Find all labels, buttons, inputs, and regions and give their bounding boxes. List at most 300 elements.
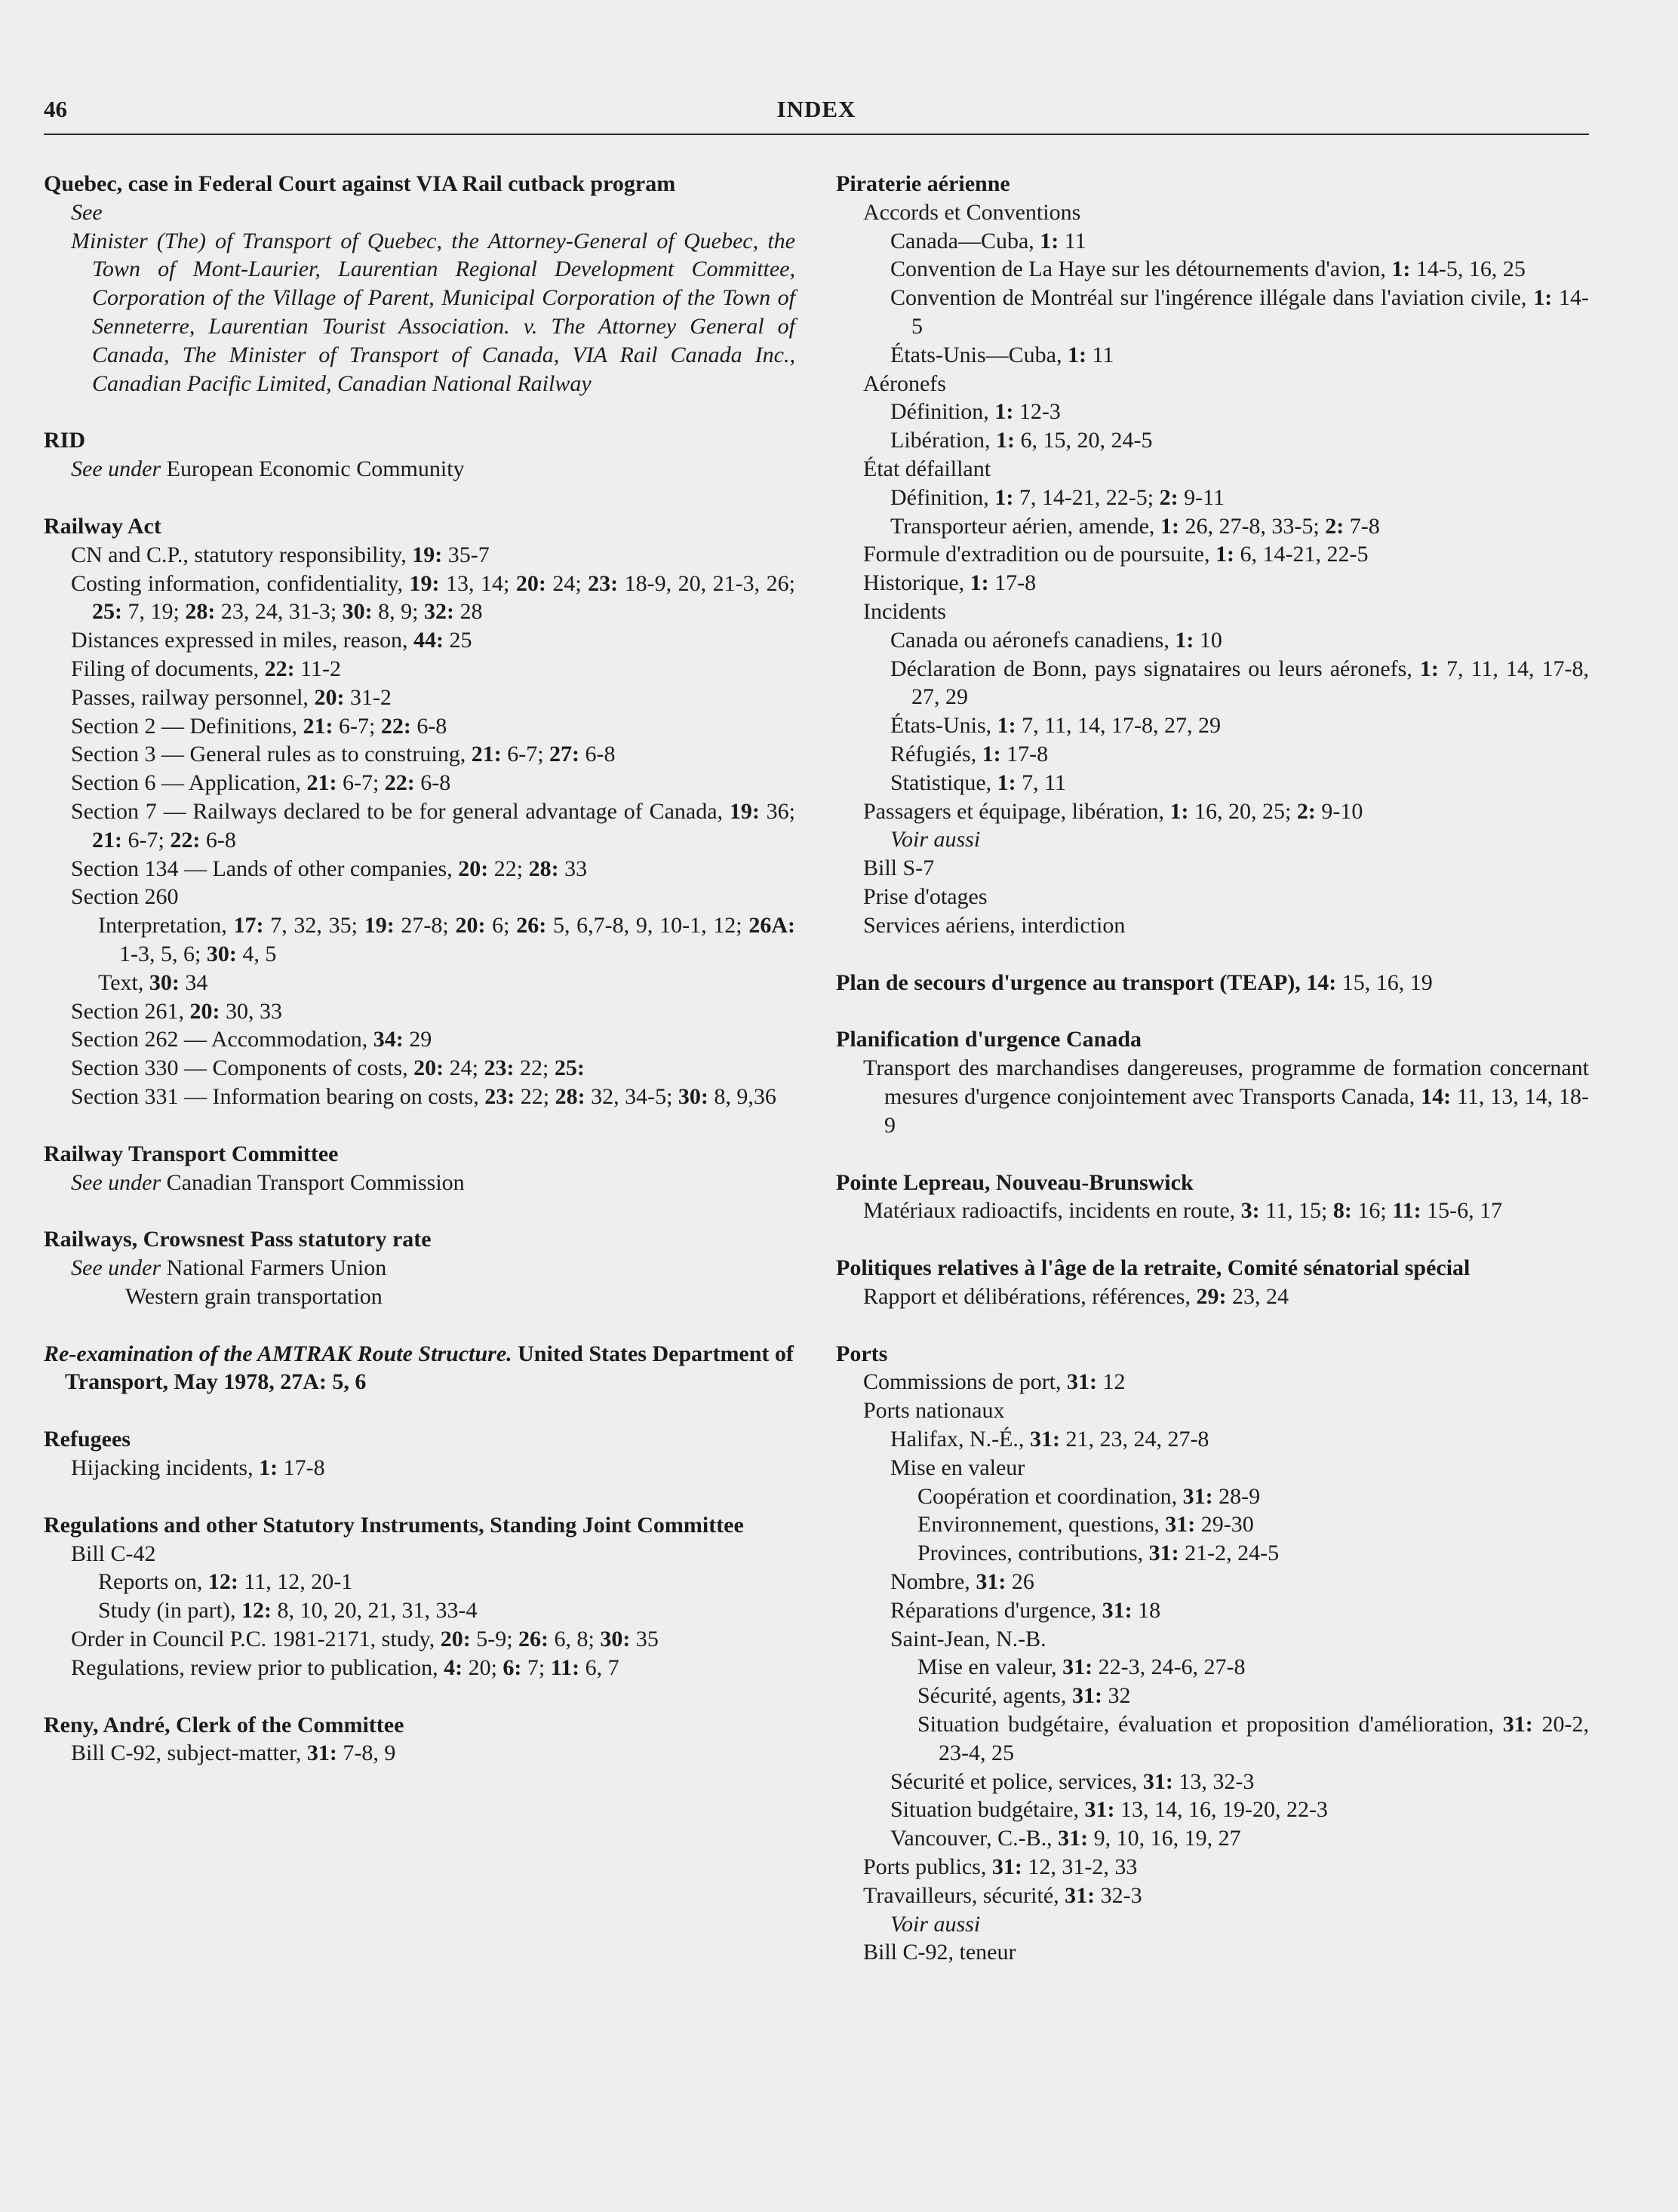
index-text: 5-9; — [470, 1627, 519, 1652]
issue-reference: 20: — [455, 913, 486, 939]
index-text: Bill C-92, subject-matter, — [71, 1740, 307, 1766]
index-subentry — [44, 1254, 795, 1283]
index-subentry — [44, 655, 795, 684]
index-heading — [44, 1225, 795, 1254]
issue-reference: 1: — [1169, 798, 1189, 824]
index-subentry — [44, 997, 795, 1026]
cross-reference-label: Re-examination of the AMTRAK Route Structure. — [44, 1341, 512, 1366]
index-text: Convention de La Haye sur les détournements d'avion, — [890, 257, 1392, 282]
index-subentry — [836, 1510, 1589, 1539]
issue-reference: 32: — [424, 599, 455, 625]
index-subentry — [44, 740, 795, 769]
index-entry — [44, 512, 795, 1111]
index-subentry — [44, 911, 795, 969]
index-heading — [44, 1511, 795, 1540]
index-subentry — [836, 1853, 1589, 1882]
index-text: Nombre, — [890, 1569, 976, 1595]
issue-reference: 17: — [233, 913, 264, 939]
index-text: Situation budgétaire, — [890, 1797, 1085, 1823]
index-subentry — [836, 1710, 1589, 1768]
index-heading-text: RID — [44, 428, 86, 453]
index-heading-text: Planification d'urgence Canada — [836, 1027, 1142, 1052]
index-subentry — [836, 883, 1589, 911]
issue-reference: 2: — [1325, 513, 1345, 539]
index-text: Aéronefs — [863, 370, 946, 396]
index-text: 34 — [179, 969, 208, 995]
index-subentry — [836, 1653, 1589, 1682]
issue-reference: 26: — [518, 1627, 549, 1652]
index-heading-text: Reny, André, Clerk of the Committee — [44, 1712, 404, 1737]
index-text: 18-9, 20, 21-3, 26; — [618, 570, 795, 596]
index-subentry — [836, 569, 1589, 598]
issue-reference: 1: — [1419, 656, 1439, 681]
index-text: Provinces, contributions, — [917, 1541, 1149, 1566]
issue-reference: 20: — [189, 998, 220, 1024]
index-text: 16, 20, 25; — [1188, 798, 1297, 824]
index-subentry — [44, 769, 795, 797]
index-heading-text: Ports — [836, 1341, 888, 1366]
index-subentry — [836, 711, 1589, 740]
index-subentry — [836, 1625, 1589, 1654]
issue-reference: 21: — [303, 713, 333, 739]
index-text: Canada—Cuba, — [890, 228, 1040, 253]
issue-reference: 26: — [516, 913, 547, 939]
index-text: 10 — [1194, 627, 1222, 653]
index-subentry — [836, 1054, 1589, 1139]
index-heading — [836, 1340, 1589, 1369]
index-subentry — [836, 398, 1589, 426]
index-text: 30, 33 — [220, 998, 282, 1024]
index-text: 22-3, 24-6, 27-8 — [1093, 1654, 1246, 1680]
issue-reference: 11: — [550, 1654, 580, 1680]
index-text: 6-7; — [337, 770, 385, 796]
index-text: 13, 14, 16, 19-20, 22-3 — [1114, 1797, 1328, 1823]
issue-reference: 28: — [528, 856, 559, 881]
index-entry — [44, 1711, 795, 1768]
index-text: Mise en valeur, — [917, 1654, 1063, 1680]
index-text: Travailleurs, sécurité, — [863, 1882, 1065, 1908]
index-text: Western grain transportation — [125, 1283, 383, 1309]
index-text: European Economic Community — [166, 456, 465, 482]
index-text: 33 — [558, 856, 588, 881]
index-text: Section 260 — [71, 884, 179, 910]
index-text: Section 2 — Definitions, — [71, 713, 303, 739]
index-text: Statistique, — [890, 770, 997, 795]
index-text: 11, 13, 14, 18-9 — [884, 1083, 1589, 1138]
index-text: 12-3 — [1013, 399, 1061, 425]
index-text: 6-7; — [333, 713, 381, 739]
index-subentry — [44, 1454, 795, 1482]
index-text: 7-8, 9 — [337, 1740, 396, 1766]
index-subentry — [836, 1396, 1589, 1425]
index-text: 26 — [1006, 1569, 1034, 1595]
issue-reference: 31: — [1058, 1826, 1089, 1851]
issue-reference: 31: — [1142, 1768, 1173, 1794]
index-text: 4, 5 — [236, 941, 277, 966]
issue-reference: 20: — [413, 1055, 444, 1081]
issue-reference: 1: — [1215, 542, 1234, 567]
issue-reference: 31: — [1182, 1483, 1213, 1509]
index-subentry — [836, 825, 1589, 854]
index-subentry — [44, 1083, 795, 1111]
index-subentry — [44, 455, 795, 484]
issue-reference: 23: — [484, 1083, 515, 1109]
index-text: 23, 24 — [1226, 1283, 1289, 1309]
index-text: Mise en valeur — [890, 1455, 1025, 1480]
index-text: Distances expressed in miles, reason, — [71, 628, 414, 653]
index-text: Regulations, review prior to publication, — [71, 1654, 444, 1680]
index-text: 5, 6,7-8, 9, 10-1, 12; — [546, 913, 749, 939]
issue-reference: 1: — [1533, 285, 1553, 311]
index-subentry — [836, 370, 1589, 398]
index-subentry — [836, 455, 1589, 484]
issue-reference: 20: — [440, 1627, 471, 1652]
index-subentry — [836, 540, 1589, 569]
issue-reference: 14: — [1421, 1083, 1452, 1109]
index-text: Section 7 — Railways declared to be for general advantage of Canada, — [71, 798, 730, 824]
index-subentry: Minister (The) of Transport of Quebec, the Attorney-General of Quebec, the Town of Mont-Laurier, Laurentian Regional Development Committee, Corporation of the Village of Parent, Municipal Corporation of the Town of Senneterre, Laurentian Tourist Association. v. The Attorney General of Canada, The Minister of Transport of Canada, VIA Rail Canada Inc., Canadian Pacific Limited, Canadian National Railway — [71, 228, 795, 396]
index-heading-text: Railways, Crowsnest Pass statutory rate — [44, 1227, 432, 1252]
index-text: 7, 32, 35; — [263, 913, 364, 939]
index-text: Services aériens, interdiction — [863, 912, 1126, 938]
index-heading-pages: 15, 16, 19 — [1341, 969, 1433, 995]
index-text: 1-3, 5, 6; — [119, 941, 207, 966]
index-text: 8, 10, 20, 21, 31, 33-4 — [271, 1598, 478, 1624]
cross-reference-label: See under — [71, 1255, 167, 1281]
index-text: Formule d'extradition ou de poursuite, — [863, 542, 1215, 567]
index-text: Canada ou aéronefs canadiens, — [890, 627, 1176, 653]
index-text: Situation budgétaire, évaluation et proposition d'amélioration, — [917, 1712, 1503, 1737]
index-text: Order in Council P.C. 1981-2171, study, — [71, 1627, 441, 1652]
index-heading-text: Railway Act — [44, 513, 161, 539]
index-subentry — [44, 712, 795, 741]
index-text: Rapport et délibérations, références, — [863, 1283, 1197, 1309]
issue-reference: 1: — [1391, 257, 1411, 282]
index-text: 8, 9,36 — [708, 1083, 776, 1109]
index-entry — [44, 170, 795, 398]
issue-reference: 23: — [588, 570, 619, 596]
index-heading-text: Plan de secours d'urgence au transport (TEAP), 14: — [836, 969, 1342, 995]
index-text: 32, 34-5; — [585, 1083, 678, 1109]
index-subentry — [44, 1739, 795, 1768]
index-text: Historique, — [863, 570, 970, 596]
index-subentry — [836, 1796, 1589, 1824]
index-heading — [44, 512, 795, 541]
issue-reference: 31: — [1165, 1512, 1196, 1538]
index-text: 5, 6 — [332, 1369, 367, 1395]
issue-reference: 29: — [1196, 1283, 1227, 1309]
index-text: Filing of documents, — [71, 656, 265, 681]
index-text: 13, 32-3 — [1172, 1768, 1255, 1794]
index-text: 11, 12, 20-1 — [238, 1569, 353, 1595]
issue-reference: 3: — [1240, 1198, 1260, 1224]
index-entry — [44, 1225, 795, 1310]
index-text: 18 — [1132, 1597, 1161, 1623]
issue-reference: 1: — [1175, 627, 1194, 653]
index-text: Libération, — [890, 428, 996, 453]
issue-reference: 22: — [170, 827, 201, 853]
index-text: 24; — [546, 570, 589, 596]
index-text: Halifax, N.-É., — [890, 1427, 1030, 1452]
index-heading — [836, 170, 1589, 198]
issue-reference: 31: — [1102, 1597, 1132, 1623]
index-text: Commissions de port, — [863, 1369, 1068, 1395]
index-text: Environnement, questions, — [917, 1512, 1166, 1538]
index-text: Study (in part), — [98, 1598, 241, 1624]
index-text: Matériaux radioactifs, incidents en route, — [863, 1198, 1241, 1224]
index-text: 17-8 — [1000, 741, 1049, 767]
index-text: 7-8 — [1344, 513, 1380, 539]
index-text: 23, 24, 31-3; — [215, 599, 343, 625]
index-text: Section 3 — General rules as to construing, — [71, 742, 472, 767]
issue-reference: 31: — [991, 1854, 1022, 1880]
issue-reference: 11: — [1392, 1198, 1421, 1224]
issue-reference: 25: — [554, 1055, 585, 1081]
issue-reference: 19: — [364, 913, 395, 939]
index-text: Transporteur aérien, amende, — [890, 513, 1160, 539]
index-subentry — [836, 911, 1589, 940]
index-subentry — [44, 1596, 795, 1625]
issue-reference: 6: — [502, 1654, 522, 1680]
index-subentry — [44, 883, 795, 911]
index-text: Réfugiés, — [890, 741, 982, 767]
index-text: 7, 11, 14, 17-8, 27, 29 — [911, 656, 1589, 710]
index-text: Passes, railway personnel, — [71, 684, 315, 710]
index-text: Vancouver, C.-B., — [890, 1826, 1059, 1851]
issue-reference: 31: — [306, 1740, 337, 1766]
issue-reference: 12: — [241, 1598, 272, 1624]
page-header — [44, 96, 1589, 135]
index-heading-text: Pointe Lepreau, Nouveau-Brunswick — [836, 1169, 1194, 1195]
issue-reference: 1: — [1067, 342, 1086, 367]
index-subentry — [836, 1197, 1589, 1225]
issue-reference: 1: — [1160, 513, 1179, 539]
index-text: Réparations d'urgence, — [890, 1597, 1102, 1623]
index-text: 28 — [454, 599, 483, 625]
index-text: 32 — [1102, 1683, 1131, 1709]
index-text: 22; — [488, 856, 529, 881]
index-text: Hijacking incidents, — [71, 1455, 260, 1481]
index-text: États-Unis, — [890, 713, 997, 739]
index-entry — [836, 170, 1589, 940]
index-text: 17-8 — [988, 570, 1037, 596]
issue-reference: 28: — [555, 1083, 585, 1109]
index-subentry — [836, 655, 1589, 712]
issue-reference: 31: — [1071, 1683, 1102, 1709]
index-text: 6-8 — [414, 770, 451, 796]
index-text: 7, 19; — [122, 599, 186, 625]
index-heading-text: Politiques relatives à l'âge de la retraite, Comité sénatorial spécial — [836, 1255, 1471, 1281]
index-subentry — [836, 426, 1589, 455]
index-subentry — [836, 1682, 1589, 1710]
issue-reference: 26A: — [748, 913, 795, 939]
index-text: Section 330 — Components of costs, — [71, 1055, 414, 1081]
index-text: 6, 14-21, 22-5 — [1234, 542, 1369, 567]
index-entry — [836, 969, 1589, 997]
issue-reference: 31: — [1067, 1369, 1098, 1395]
index-heading — [44, 1425, 795, 1454]
index-subentry — [836, 1938, 1589, 1967]
issue-reference: 22: — [380, 713, 411, 739]
index-text: Accords et Conventions — [863, 199, 1081, 225]
issue-reference: 31: — [976, 1569, 1006, 1595]
index-subentry — [44, 1283, 795, 1311]
index-subentry — [836, 1283, 1589, 1311]
index-text: Costing information, confidentiality, — [71, 570, 410, 596]
index-text: Sécurité, agents, — [917, 1683, 1072, 1709]
index-text: 8, 9; — [372, 599, 425, 625]
index-subentry — [44, 1540, 795, 1568]
index-text: 7, 11, 14, 17-8, 27, 29 — [1016, 713, 1222, 739]
index-subentry — [836, 284, 1589, 341]
index-heading-text: Piraterie aérienne — [836, 171, 1010, 196]
index-text: 7, 14-21, 22-5; — [1013, 484, 1160, 510]
issue-reference: 20: — [314, 684, 345, 710]
index-subentry — [836, 1596, 1589, 1625]
issue-reference: 21: — [471, 742, 502, 767]
index-subentry — [836, 769, 1589, 797]
index-text: 20; — [463, 1654, 503, 1680]
index-text: Bill S-7 — [863, 856, 935, 881]
issue-reference: 4: — [444, 1654, 463, 1680]
index-text: 6-8 — [200, 827, 236, 853]
index-text: 36; — [759, 798, 796, 824]
index-text: Section 261, — [71, 998, 190, 1024]
index-text: États-Unis—Cuba, — [890, 342, 1068, 367]
index-text: 9, 10, 16, 19, 27 — [1088, 1826, 1241, 1851]
index-text: Convention de Montréal sur l'ingérence illégale dans l'aviation civile, — [890, 285, 1534, 311]
index-subentry — [836, 797, 1589, 826]
index-subentry — [836, 1768, 1589, 1796]
index-subentry: See — [71, 199, 103, 225]
index-heading-text: Railway Transport Committee — [44, 1141, 339, 1166]
issue-reference: 8: — [1332, 1198, 1352, 1224]
issue-reference: 31: — [1029, 1427, 1060, 1452]
issue-reference: 21: — [92, 827, 122, 853]
index-subentry — [836, 484, 1589, 512]
issue-reference: 31: — [1148, 1541, 1179, 1566]
index-heading — [836, 1025, 1589, 1054]
index-heading — [44, 170, 795, 198]
index-text: 6; — [485, 913, 517, 939]
index-text: Ports nationaux — [863, 1398, 1005, 1424]
index-text: 31-2 — [344, 684, 392, 710]
index-text: 11 — [1086, 342, 1114, 367]
index-text: Bill C-42 — [71, 1541, 156, 1566]
index-text: 22; — [515, 1083, 555, 1109]
issue-reference: 28: — [185, 599, 216, 625]
index-text: 25 — [444, 628, 472, 653]
issue-reference: 1: — [995, 428, 1015, 453]
index-text: Déclaration de Bonn, pays signataires ou leurs aéronefs, — [890, 656, 1420, 681]
index-text: Section 6 — Application, — [71, 770, 307, 796]
index-entry — [44, 1340, 795, 1397]
issue-reference: 31: — [1502, 1712, 1533, 1737]
issue-reference: 30: — [206, 941, 237, 966]
index-subentry — [44, 570, 795, 627]
index-text: Interpretation, — [98, 913, 234, 939]
index-text: 9-11 — [1178, 484, 1225, 510]
index-text: National Farmers Union — [166, 1255, 387, 1281]
index-text: Section 331 — Information bearing on costs, — [71, 1083, 485, 1109]
index-text: 21-2, 24-5 — [1179, 1541, 1280, 1566]
index-subentry — [44, 855, 795, 883]
index-entry — [44, 426, 795, 484]
index-text: Reports on, — [98, 1569, 208, 1595]
index-text: 15-6, 17 — [1421, 1198, 1503, 1224]
index-subentry — [836, 626, 1589, 655]
index-subentry — [836, 1910, 1589, 1939]
index-text: Coopération et coordination, — [917, 1483, 1183, 1509]
index-text: Saint-Jean, N.-B. — [890, 1626, 1046, 1651]
index-text: Section 262 — Accommodation, — [71, 1027, 373, 1052]
index-subentry — [836, 1454, 1589, 1482]
issue-reference: 20: — [515, 570, 546, 596]
index-text: Text, — [98, 969, 149, 995]
index-subentry — [44, 1654, 795, 1682]
index-text: 11 — [1059, 228, 1086, 253]
index-entry — [836, 1169, 1589, 1226]
issue-reference: 30: — [149, 969, 180, 995]
index-text: 12, 31-2, 33 — [1022, 1854, 1138, 1880]
page-number: 46 — [44, 96, 67, 122]
index-subentry — [44, 1169, 795, 1197]
cross-reference-label: See under — [71, 1169, 167, 1195]
index-heading — [44, 1140, 795, 1169]
index-text: 13, 14; — [439, 570, 516, 596]
index-subentry — [836, 1539, 1589, 1568]
index-text: 21, 23, 24, 27-8 — [1059, 1427, 1209, 1452]
index-subentry — [836, 255, 1589, 284]
index-text: 29-30 — [1195, 1512, 1254, 1538]
index-text: Incidents — [863, 598, 946, 624]
issue-reference: 27: — [549, 742, 580, 767]
index-subentry — [836, 1882, 1589, 1910]
index-heading — [836, 1169, 1589, 1197]
index-text: 17-8 — [278, 1455, 325, 1481]
index-subentry — [44, 541, 795, 570]
index-subentry — [836, 198, 1589, 227]
index-text: 35 — [630, 1627, 659, 1652]
cross-reference-label: Voir aussi — [890, 827, 981, 853]
index-subentry — [44, 1025, 795, 1054]
index-text: Prise d'otages — [863, 883, 988, 909]
index-heading-text: Regulations and other Statutory Instruments, Standing Joint Committee — [44, 1512, 744, 1538]
index-text: 16; — [1351, 1198, 1393, 1224]
index-text: 20-2, 23-4, 25 — [939, 1712, 1589, 1765]
index-subentry — [836, 227, 1589, 256]
index-text: Définition, — [890, 399, 995, 425]
issue-reference: 1: — [997, 770, 1016, 795]
index-text: Canadian Transport Commission — [166, 1169, 465, 1195]
issue-reference: 12: — [207, 1569, 238, 1595]
issue-reference: 1: — [970, 570, 989, 596]
cross-reference-label: Voir aussi — [890, 1911, 981, 1937]
index-text: 7, 11 — [1016, 770, 1067, 795]
index-subentry — [836, 1824, 1589, 1853]
index-text: 12 — [1097, 1369, 1126, 1395]
issue-reference: 20: — [458, 856, 489, 881]
index-entry — [836, 1340, 1589, 1968]
issue-reference: 1: — [994, 399, 1014, 425]
index-subentry — [836, 1425, 1589, 1454]
index-text: 27-8; — [394, 913, 456, 939]
index-text: 26, 27-8, 33-5; — [1179, 513, 1326, 539]
index-text: Sécurité et police, services, — [890, 1768, 1143, 1794]
index-text: 6, 15, 20, 24-5 — [1014, 428, 1153, 453]
index-text: 7; — [521, 1654, 551, 1680]
index-subentry — [836, 598, 1589, 626]
